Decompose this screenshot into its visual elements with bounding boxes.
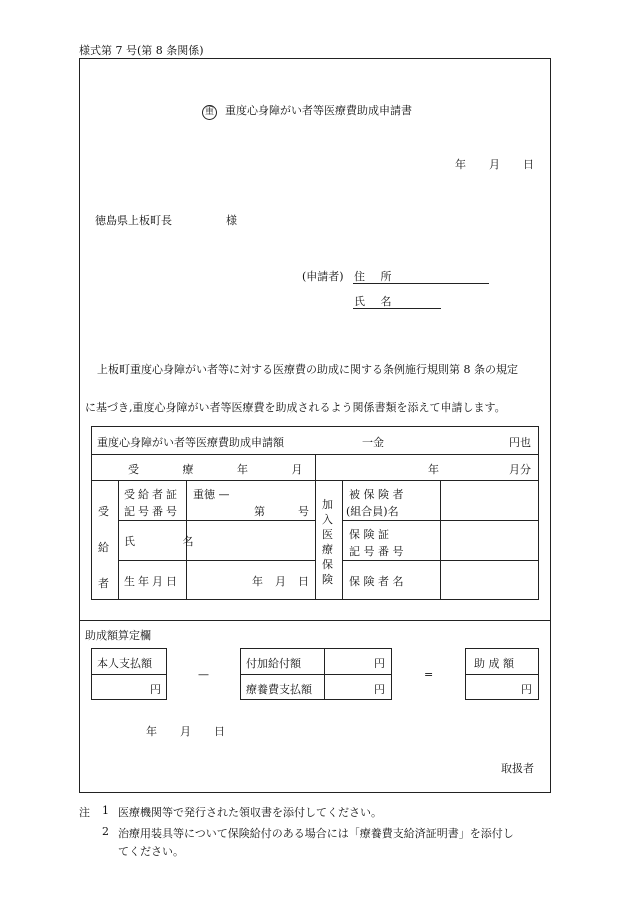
recipient-label: 受 給 者 (98, 505, 109, 590)
period-label: 受 療 年 月 (128, 463, 323, 476)
self-pay-yen: 円 (150, 683, 161, 696)
applicant-label: (申請者) (302, 270, 344, 283)
ins-cert-label-2: 記 号 番 号 (349, 545, 404, 558)
applicant-address-label: 住 所 (354, 270, 398, 283)
amount-label: 重度心身障がい者等医療費助成申請額 (97, 436, 284, 449)
grant-yen: 円 (521, 683, 532, 696)
body-text-2: に基づき,重度心身障がい者等医療費を助成されるよう関係書類を添えて申請します。 (85, 401, 506, 414)
ins-cert-label-1: 保 険 証 (349, 528, 389, 541)
self-pay-label: 本人支払額 (97, 657, 152, 670)
honorific: 様 (226, 214, 237, 227)
cert-suffix: 号 (298, 505, 309, 518)
name-line (353, 308, 441, 309)
supp-benefit-yen: 円 (374, 657, 385, 670)
form-number: 様式第 7 号(第 8 条関係) (79, 44, 204, 57)
amount-unit: 円也 (509, 436, 531, 449)
date-day: 日 (523, 158, 534, 171)
calc-date-year: 年 (146, 725, 157, 738)
insured-label-1: 被 保 険 者 (349, 488, 404, 501)
form-title: 重度心身障がい者等医療費助成申請書 (225, 104, 412, 117)
minus-sign: — (198, 668, 209, 681)
period-year: 年 (428, 463, 439, 476)
applicant-name-label: 氏 名 (354, 295, 398, 308)
medical-cost-label: 療養費支払額 (246, 683, 312, 696)
medical-cost-yen: 円 (374, 683, 385, 696)
dob-month: 月 (275, 575, 286, 588)
circle-mark-icon: 重 (202, 105, 217, 120)
dob-label: 生年月日 (124, 575, 180, 588)
calc-date-day: 日 (214, 725, 225, 738)
note-2-number: 2 (102, 825, 109, 838)
note-1: 医療機関等で発行された領収書を添付してください。 (118, 806, 382, 819)
insurer-label: 保 険 者 名 (349, 575, 404, 588)
supp-benefit-label: 付加給付額 (246, 657, 301, 670)
handler-label: 取扱者 (501, 762, 534, 775)
title-row (202, 102, 412, 120)
grant-label: 助 成 額 (474, 657, 514, 670)
calc-section-label: 助成額算定欄 (85, 629, 151, 642)
calc-date-month: 月 (180, 725, 191, 738)
address-line (353, 283, 489, 284)
dob-year: 年 (252, 575, 263, 588)
date-year: 年 (455, 158, 466, 171)
cert-no: 第 (254, 505, 265, 518)
note-2-line-2: てください。 (118, 845, 184, 858)
note-2-line-1: 治療用装具等について保険給付のある場合には「療養費支給済証明書」を添付し (118, 827, 514, 840)
cert-label-2: 記号番号 (124, 505, 180, 518)
insurance-label: 加入医療保険 (322, 498, 333, 586)
equals-sign: = (424, 668, 434, 681)
body-text-1: 上板町重度心身障がい者等に対する医療費の助成に関する条例施行規則第 8 条の規定 (97, 363, 518, 376)
recipient-name-label: 氏 名 (124, 535, 216, 548)
insured-label-2: (組合員)名 (346, 505, 399, 518)
note-1-number: 1 (102, 804, 109, 817)
period-month: 月分 (509, 463, 531, 476)
addressee: 徳島県上板町長 (95, 214, 172, 227)
cert-label-1: 受給者証 (124, 488, 180, 501)
dob-day: 日 (298, 575, 309, 588)
notes-prefix: 注 (79, 806, 90, 819)
date-month: 月 (489, 158, 500, 171)
amount-prefix: 一金 (362, 436, 384, 449)
cert-prefix: 重徳 — (193, 488, 230, 501)
